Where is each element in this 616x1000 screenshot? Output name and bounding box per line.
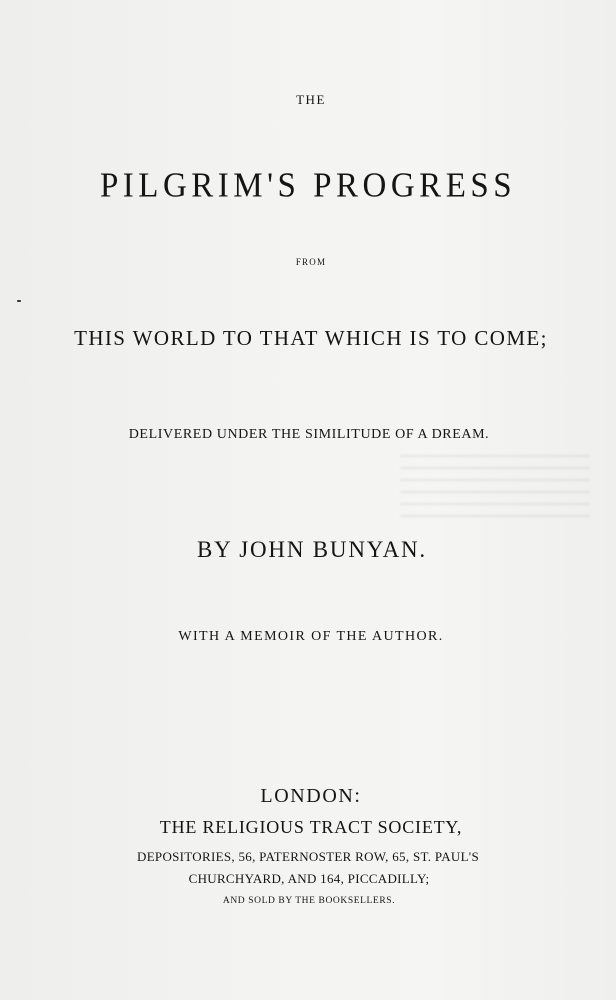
title-from: FROM xyxy=(295,257,327,267)
imprint-depositories-line1: DEPOSITORIES, 56, PATERNOSTER ROW, 65, ST. PAUL'S xyxy=(137,849,479,864)
author-line: BY JOHN BUNYAN. xyxy=(197,537,427,562)
title-article: THE xyxy=(296,92,326,107)
subtitle-delivered: DELIVERED UNDER THE SIMILITUDE OF A DREAM. xyxy=(128,427,490,442)
imprint-city: LONDON: xyxy=(260,785,362,807)
imprint-depositories-line2: CHURCHYARD, AND 164, PICCADILLY; xyxy=(188,871,430,886)
book-title: PILGRIM'S PROGRESS xyxy=(99,167,517,205)
imprint-sold-by: AND SOLD BY THE BOOKSELLERS. xyxy=(222,896,396,906)
imprint-publisher: THE RELIGIOUS TRACT SOCIETY, xyxy=(159,817,463,837)
book-subtitle: THIS WORLD TO THAT WHICH IS TO COME; xyxy=(74,326,548,350)
memoir-line: WITH A MEMOIR OF THE AUTHOR. xyxy=(178,629,444,644)
bleed-through-text xyxy=(400,455,590,525)
ink-speck xyxy=(17,300,21,302)
